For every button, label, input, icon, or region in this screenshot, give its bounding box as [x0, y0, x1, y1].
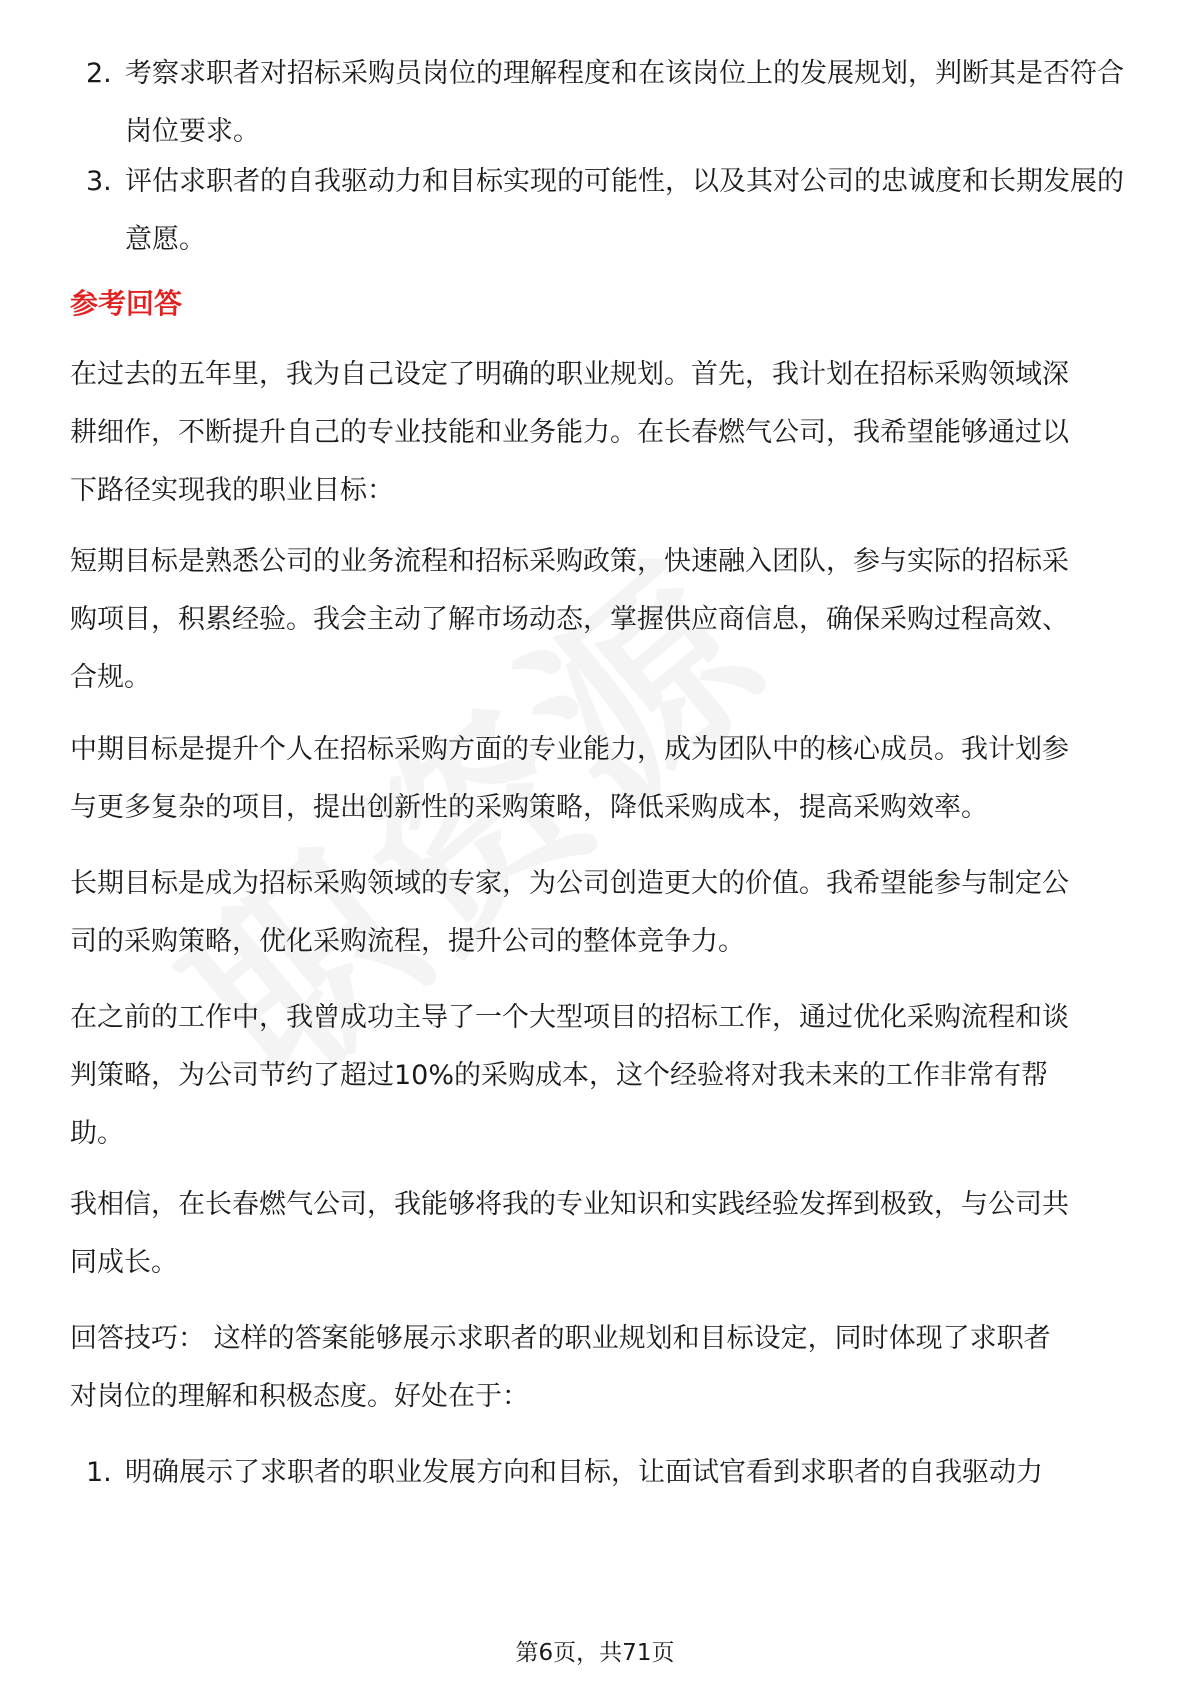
list-item-text: 评估求职者的自我驱动力和目标实现的可能性，以及其对公司的忠诚度和长期发展的意愿。 — [125, 166, 1124, 255]
paragraph: 短期目标是熟悉公司的业务流程和招标采购政策，快速融入团队，参与实际的招标采购项目，积累经验。我会主动了解市场动态，掌握供应商信息，确保采购过程高效、合规。 — [70, 546, 1069, 693]
paragraph: 回答技巧： 这样的答案能够展示求职者的职业规划和目标设定，同时体现了求职者对岗位的理解和积极态度。好处在于： — [70, 1323, 1051, 1412]
paragraph: 在过去的五年里，我为自己设定了明确的职业规划。首先，我计划在招标采购领域深耕细作，不断提升自己的专业技能和业务能力。在长春燃气公司，我希望能够通过以下路径实现我的职业目标： — [70, 359, 1069, 506]
list-number: 3. — [86, 166, 112, 197]
paragraph: 在之前的工作中，我曾成功主导了一个大型项目的招标工作，通过优化采购流程和谈判策略，为公司节约了超过10%的采购成本，这个经验将对我未来的工作非常有帮助。 — [70, 1002, 1069, 1149]
list-item — [70, 1444, 1125, 1502]
list-item — [70, 153, 1125, 269]
page-footer: 第6页，共71页 — [515, 1640, 675, 1666]
list-item-text: 考察求职者对招标采购员岗位的理解程度和在该岗位上的发展规划，判断其是否符合岗位要求。 — [125, 58, 1124, 147]
paragraph: 中期目标是提升个人在招标采购方面的专业能力，成为团队中的核心成员。我计划参与更多复杂的项目，提出创新性的采购策略，降低采购成本，提高采购效率。 — [70, 734, 1069, 823]
paragraph: 我相信，在长春燃气公司，我能够将我的专业知识和实践经验发挥到极致，与公司共同成长。 — [70, 1189, 1069, 1278]
section-heading: 参考回答 — [70, 287, 183, 320]
list-number: 2. — [86, 58, 112, 89]
list-number: 1. — [86, 1457, 112, 1488]
paragraph: 长期目标是成为招标采购领域的专家，为公司创造更大的价值。我希望能参与制定公司的采购策略，优化采购流程，提升公司的整体竞争力。 — [70, 868, 1069, 957]
list-item — [70, 45, 1125, 161]
list-item-text: 明确展示了求职者的职业发展方向和目标，让面试官看到求职者的自我驱动力 — [125, 1457, 1043, 1488]
